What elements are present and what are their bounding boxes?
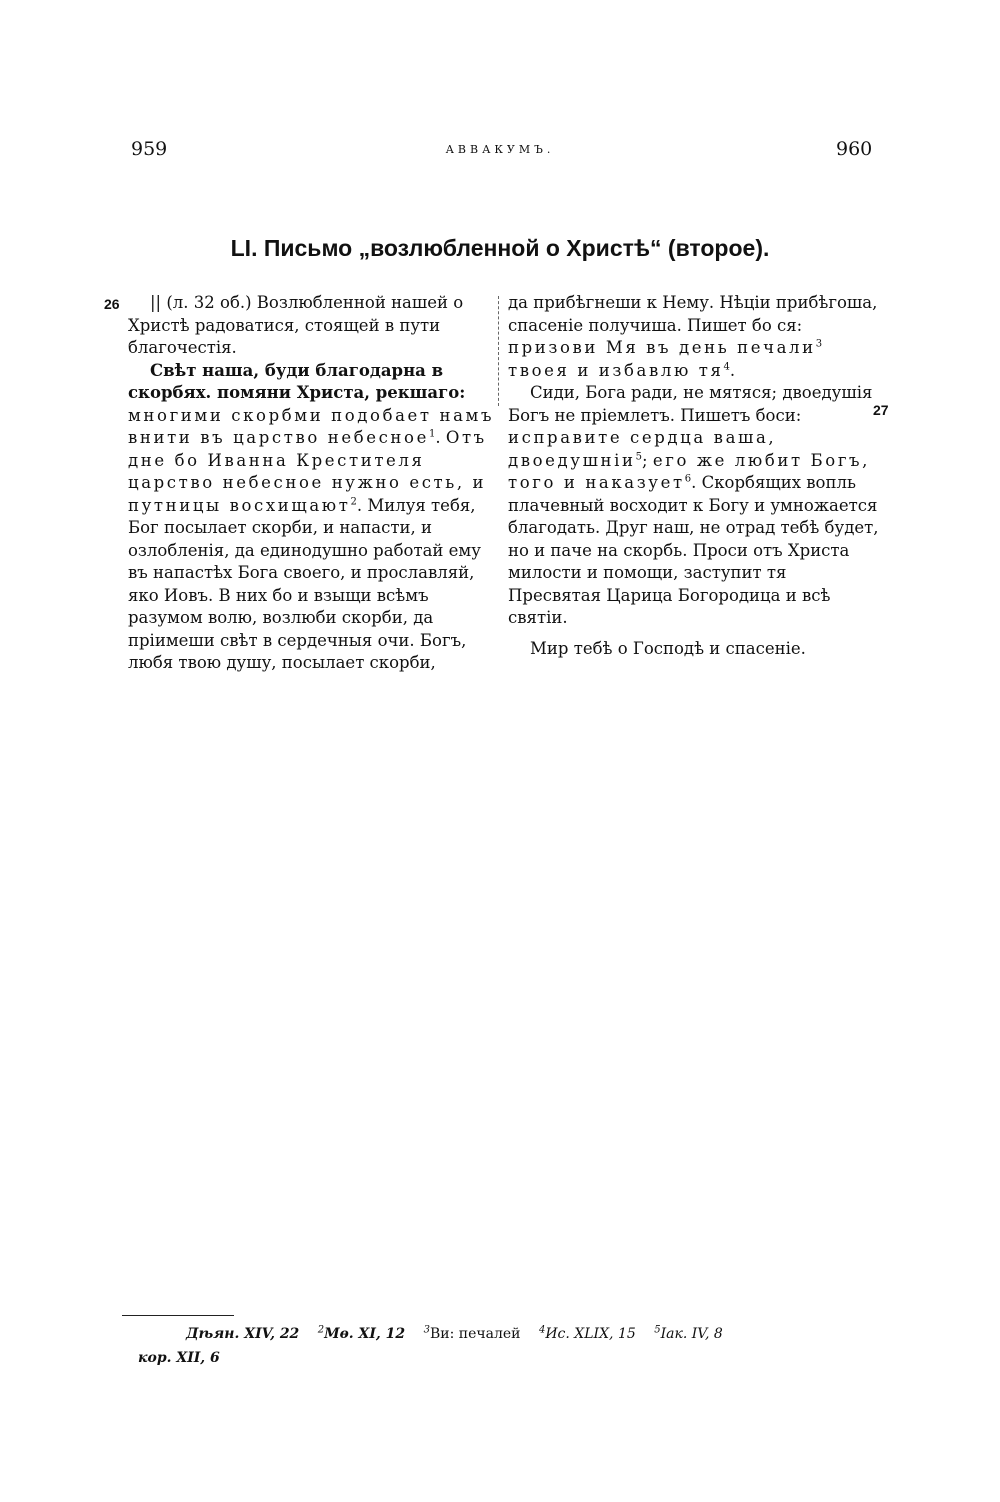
footnote-4: Ис. XLIX, 15: [545, 1326, 636, 1342]
footnote-6: кор. XII, 6: [138, 1350, 220, 1366]
running-head: АВВАКУМЪ.: [445, 143, 555, 156]
page-number-left: 959: [131, 138, 168, 160]
footnote-3: Ви: печалей: [430, 1326, 521, 1342]
right-p1-quote-1: призови Мя въ день печали: [508, 338, 816, 357]
footnotes-line-2: [138, 1350, 234, 1366]
right-paragraph-3: Мир тебѣ о Господѣ и спасеніе.: [530, 638, 806, 658]
footnote-num-5: 5: [654, 1324, 661, 1336]
left-p2-text-b: .: [435, 428, 446, 447]
right-p2-text-c: . Скорбящих вопль плачевный восходит к Богу и умножается благодать. Друг наш, не отрад тебѣ будет, но и паче на скорбь. Проси отъ Христа милости и помощи, заступит тя Пресвятая Царица Богородица и всѣ святіи.: [508, 473, 879, 627]
left-paragraph-2: [128, 360, 495, 675]
right-p2-quote-2: его же любит Богъ, того и наказует: [508, 450, 871, 492]
footnote-ref-6: 6: [684, 473, 692, 485]
margin-number-left: 26: [104, 296, 120, 312]
left-p2-quote-1: многими скорбми подобает намъ внити въ царство небесное: [128, 405, 495, 447]
footnote-5: Іак. IV, 8: [660, 1326, 723, 1342]
left-paragraph-1: || (л. 32 об.) Возлюбленной нашей о Христѣ радоватися, стоящей в пути благочестія.: [128, 293, 464, 357]
footnote-num-4: 4: [538, 1324, 546, 1336]
footnote-2: Мѳ. XI, 12: [324, 1326, 406, 1342]
footnote-ref-5: 5: [635, 451, 643, 462]
footnotes-line-1: [186, 1326, 737, 1342]
left-p2-text-c: . Милуя тебя, Бог посылает скорби, и напасти, и озлобленія, да единодушно работай ему въ напастѣх Бога своего, и прославляй, яко Иовъ. В них бо и взыщи всѣмъ разумом волю, возлюби скорби, да пріимеши свѣт в сердечныя очи. Богъ, любя твою душу, посылает скорби,: [128, 495, 481, 672]
footnote-1: Дѣян. XIV, 22: [186, 1326, 300, 1342]
page-number-right: 960: [836, 138, 873, 160]
footnote-ref-1: 1: [428, 428, 436, 440]
footnote-ref-4: 4: [723, 361, 730, 372]
footnote-rule: [122, 1315, 234, 1316]
column-divider: [498, 296, 499, 406]
right-p2-text-b: ;: [642, 450, 653, 470]
right-p1-quote-2: твоея и избавлю тя: [508, 360, 724, 380]
letter-title: LI. Письмо „возлюбленной о Христѣ“ (второе).: [230, 235, 770, 261]
left-column: [128, 292, 495, 675]
right-p1-text-a: да прибѣгнеши к Нему. Нѣціи прибѣгоша, спасеніе получиша. Пишет бо ся:: [508, 293, 878, 335]
right-p1-text-b: .: [729, 360, 736, 380]
right-paragraph-1: [508, 292, 880, 382]
left-p2-text-a: Свѣт наша, буди благодарна в скорбях. помяни Христа, рекшаго:: [128, 360, 466, 402]
footnote-num-3: 3: [423, 1324, 430, 1336]
left-p2-quote-2: Отъ дне бо Иванна Крестителя царство небесное нужно есть, и путницы восхищают: [128, 428, 487, 515]
right-paragraph-2: [508, 382, 880, 630]
margin-number-right: 27: [873, 402, 889, 418]
right-p2-text-a: Сиди, Бога ради, не мятяся; двоедушія Богъ не пріемлетъ. Пишетъ боси:: [508, 383, 873, 425]
footnote-ref-2: 2: [350, 496, 357, 507]
right-p2-quote-1: исправите сердца ваша, двоедушніи: [508, 428, 777, 470]
footnote-num-2: 2: [317, 1324, 325, 1336]
footnote-ref-3: 3: [815, 338, 823, 350]
right-column: [508, 292, 880, 660]
